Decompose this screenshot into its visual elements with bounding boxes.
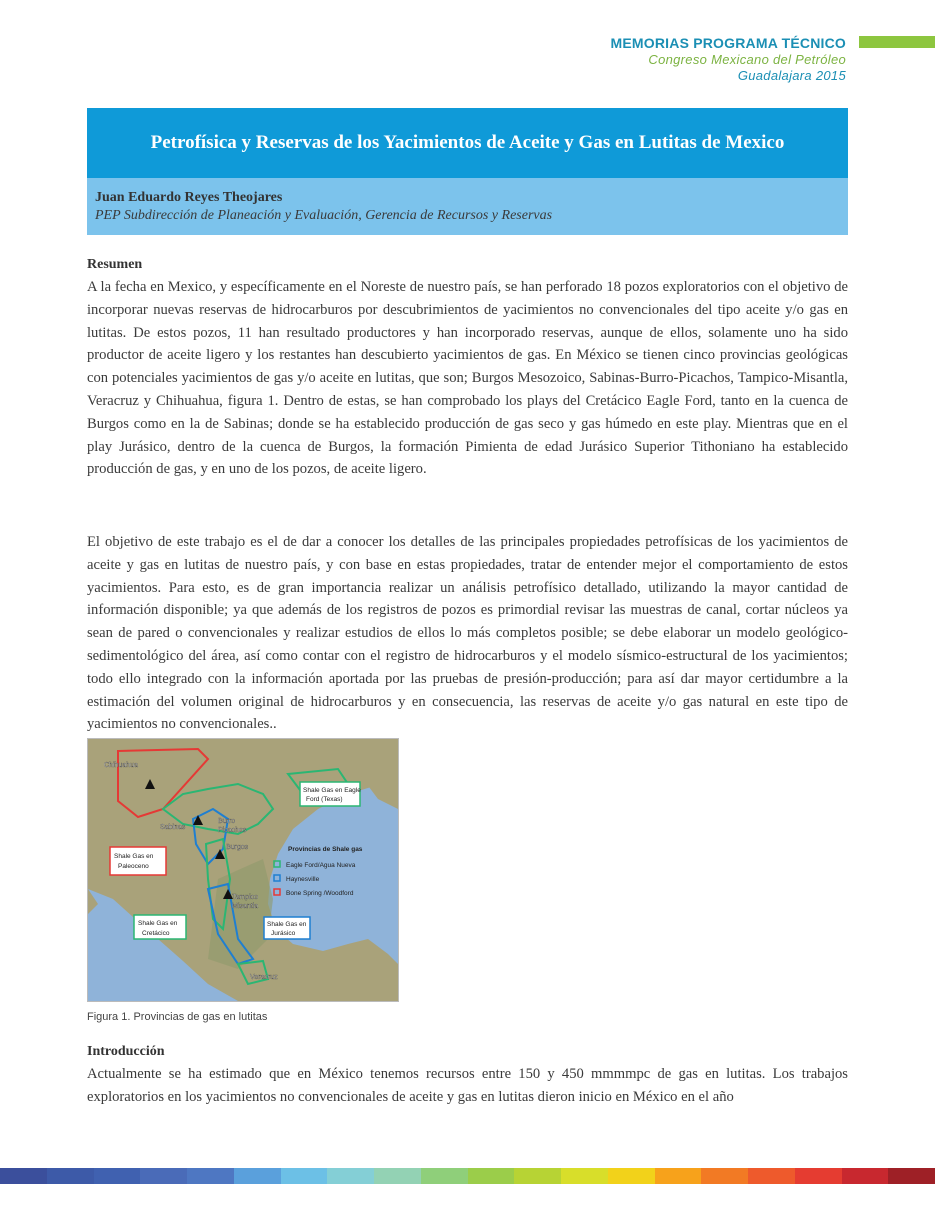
label-burgos: Burgos [226, 844, 249, 851]
footer-color-segment [561, 1168, 608, 1184]
paleoceno-box [110, 847, 166, 875]
header-accent-bar [859, 36, 935, 48]
shale-provinces-map [87, 738, 399, 1002]
jurasico-label-2: Jurásico [271, 930, 296, 937]
footer-color-segment [888, 1168, 935, 1184]
footer-color-segment [514, 1168, 561, 1184]
legend-item-2: Haynesville [286, 876, 320, 883]
author-affiliation: PEP Subdirección de Planeación y Evaluación, Gerencia de Recursos y Reservas [95, 208, 553, 223]
author-name: Juan Eduardo Reyes Theojares [95, 190, 283, 205]
header-location: Guadalajara 2015 [737, 68, 846, 83]
footer-color-segment [795, 1168, 842, 1184]
footer-color-segment [234, 1168, 281, 1184]
resumen-heading: Resumen [87, 257, 143, 272]
footer-color-segment [608, 1168, 655, 1184]
author-box [87, 178, 848, 235]
label-chihuahua: Chihuahua [104, 762, 138, 769]
introduccion-paragraph-1: Actualmente se ha estimado que en México tenemos recursos entre 150 y 450 mmmmpc de gas en lutitas. Los trabajos exploratorios en los yacimientos no convencionales de aceite y gas en lutitas dieron inicio en México en el año [87, 1066, 848, 1105]
footer-color-segment [468, 1168, 515, 1184]
label-misantla: Misantla [232, 903, 259, 910]
cretacico-label-2: Cretácico [142, 930, 170, 937]
footer-color-segment [187, 1168, 234, 1184]
footer-color-segment [140, 1168, 187, 1184]
jurasico-label-1: Shale Gas en [267, 921, 307, 928]
paleoceno-label-1: Shale Gas en [114, 853, 154, 860]
footer-color-segment [47, 1168, 94, 1184]
legend-title: Provincias de Shale gas [288, 846, 363, 853]
footer-color-segment [374, 1168, 421, 1184]
figure-caption: Figura 1. Provincias de gas en lutitas [87, 1011, 268, 1023]
footer-color-segment [748, 1168, 795, 1184]
header-title: MEMORIAS PROGRAMA TÉCNICO [610, 35, 846, 51]
resumen-paragraph-1: A la fecha en Mexico, y específicamente en el Noreste de nuestro país, se han perforado 18 pozos exploratorios con el objetivo de incorporar nuevas reservas de hidrocarburos por descubrimientos de yacimientos no convencionales del tipo aceite y/o gas en lutitas. De estos pozos, 11 han resultado productores y han incorporado reservas, aunque de ellos, solamente uno ha sido productor de aceite ligero y los restantes han descubierto yacimientos de gas. En México se tienen cinco provincias geológicas con potenciales yacimientos de gas y/o aceite en lutitas, que son; Burgos Mesozoico, Sabinas-Burro-Picachos, Tampico-Misantla, Veracruz y Chihuahua, figura 1. Dentro de estas, se han comprobado los plays del Cretácico Eagle Ford, tanto en la cuenca de Burgos como en la de Sabinas; donde se ha establecido producción de gas seco y gas húmedo en este play. Mientras que en el play Jurásico, dentro de la cuenca de Burgos, la formación Pimienta de edad Jurásico Superior Tithoniano ha establecido producción de gas, y en uno de los pozos, de aceite ligero. [87, 279, 848, 478]
label-burro: Burro [218, 818, 236, 825]
footer-color-segment [94, 1168, 141, 1184]
legend-item-3: Bone Spring /Woodford [286, 890, 354, 897]
label-veracruz: Veracruz [250, 974, 278, 981]
paleoceno-label-2: Paleoceno [118, 863, 149, 870]
footer-color-segment [0, 1168, 47, 1184]
paper-title: Petrofísica y Reservas de los Yacimientos de Aceite y Gas en Lutitas de Mexico [150, 132, 785, 153]
introduccion-heading: Introducción [87, 1044, 165, 1059]
legend-item-1: Eagle Ford/Agua Nueva [286, 862, 356, 869]
conference-header [611, 34, 846, 84]
footer-color-segment [421, 1168, 468, 1184]
label-sabinas: Sabinas [160, 824, 186, 831]
map-graphic [88, 739, 398, 1001]
resumen-paragraph-2: El objetivo de este trabajo es el de dar a conocer los detalles de las principales propiedades petrofísicas de los yacimientos de aceite y gas en lutitas de nuestro país, y con base en estas propiedades, tratar de entender mejor el comportamiento de estos yacimientos. Para esto, es de gran importancia realizar un análisis petrofísico detallado, utilizando la mayor cantidad de información disponible; ya que además de los registros de pozos es primordial revisar las muestras de canal, cortar núcleos ya sean de pared o convencionales y realizar estudios de ellos lo más completos posible; se debe elaborar un modelo geológico-sedimentológico del área, así como contar con el registro de hidrocarburos y el modelo sísmico-estructural de los yacimientos; todo ello integrado con la información aportada por las pruebas de presión-producción; para así dar mayor certidumbre a la estimación del volumen original de hidrocarburos y en consecuencia, las reservas de aceite y/o gas natural en este tipo de yacimientos no convencionales.. [87, 534, 848, 733]
footer-color-segment [281, 1168, 328, 1184]
label-tampico: Tampico [232, 894, 259, 901]
footer-color-strip [0, 1168, 935, 1184]
footer-color-segment [842, 1168, 889, 1184]
eagle-ford-label-2: Ford (Texas) [306, 796, 343, 803]
header-subtitle: Congreso Mexicano del Petróleo [648, 52, 846, 67]
label-picachos: Picachos [218, 827, 247, 834]
footer-color-segment [701, 1168, 748, 1184]
paper-title-box [87, 108, 848, 178]
cretacico-label-1: Shale Gas en [138, 920, 178, 927]
footer-color-segment [655, 1168, 702, 1184]
eagle-ford-label-1: Shale Gas en Eagle [303, 787, 361, 794]
footer-color-segment [327, 1168, 374, 1184]
